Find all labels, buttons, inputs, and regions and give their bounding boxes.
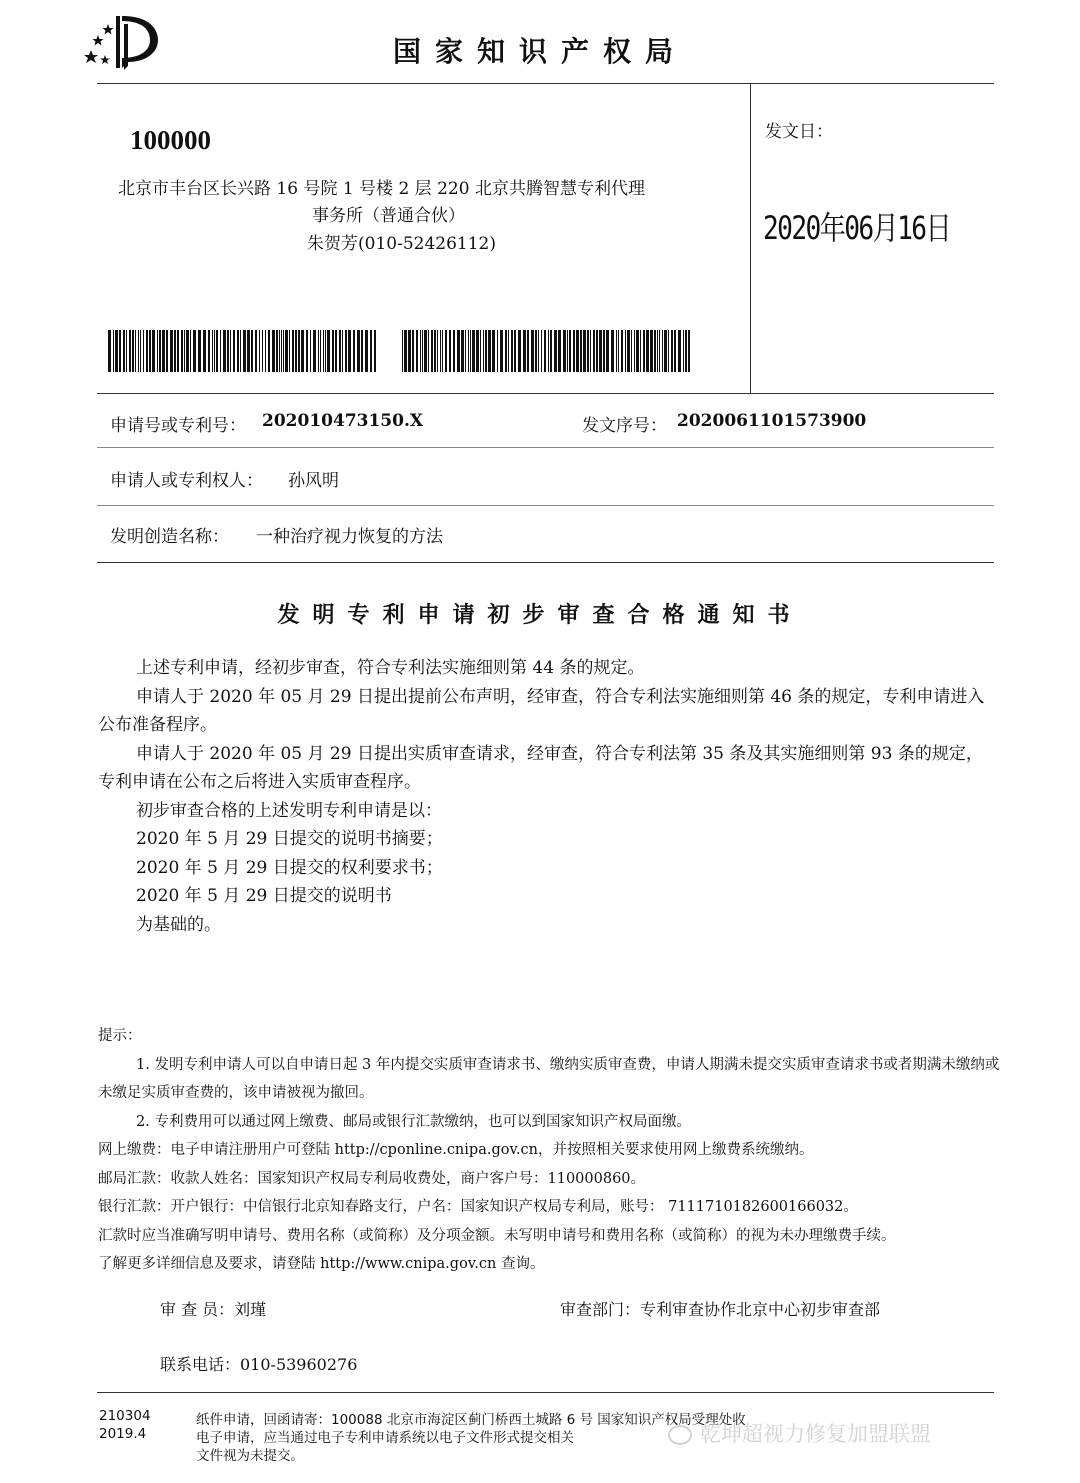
recipient-address-line2: 事务所（普通合伙） — [312, 206, 465, 226]
invention-label: 发明创造名称： — [110, 527, 229, 547]
postcode: 100000 — [130, 125, 211, 155]
electronic-submission-note-cont: 文件视为未提交。 — [196, 1448, 304, 1464]
basis-item: 2020 年 5 月 29 日提交的说明书摘要； — [136, 829, 443, 849]
watermark-text: 乾坤超视力修复加盟联盟 — [700, 1422, 931, 1446]
field-divider-1 — [97, 447, 994, 448]
fields-bottom-divider — [97, 562, 994, 563]
applicant-value: 孙风明 — [288, 471, 339, 491]
serial-value: 2020061101573900 — [677, 411, 867, 431]
applicant-label: 申请人或专利权人： — [110, 471, 263, 491]
electronic-submission-note: 电子申请，应当通过电子专利申请系统以电子文件形式提交相关 — [196, 1430, 574, 1446]
form-version: 2019.4 — [99, 1426, 147, 1442]
barcode-right — [402, 330, 692, 372]
notice-paragraph: 为基础的。 — [136, 914, 221, 935]
office-name: 国家知识产权局 — [392, 35, 687, 68]
tip-item: 网上缴费：电子申请注册用户可登陆 http://cponline.cnipa.gov.cn，并按照相关要求使用网上缴费系统缴纳。 — [98, 1142, 814, 1158]
paper-submission-note: 纸件申请，回函请寄：100088 北京市海淀区蓟门桥西土城路 6 号 国家知识产权局受理处收 — [196, 1412, 746, 1428]
notice-paragraph: 申请人于 2020 年 05 月 29 日提出实质审查请求，经审查，符合专利法第 35 条及其实施细则第 93 条的规定，专利申请在公布之后将进入实质审查程序。 — [98, 743, 983, 792]
tip-item: 2. 专利费用可以通过网上缴费、邮局或银行汇款缴纳，也可以到国家知识产权局面缴。 — [136, 1113, 691, 1130]
examination-department: 审查部门：专利审查协作北京中心初步审查部 — [560, 1300, 881, 1319]
tip-item: 汇款时应当准确写明申请号、费用名称（或简称）及分项金额。未写明申请号和费用名称（或简称）的视为未办理缴费手续。 — [98, 1227, 896, 1244]
basis-item: 2020 年 5 月 29 日提交的权利要求书； — [136, 857, 443, 878]
tips-heading: 提示： — [98, 1028, 142, 1044]
field-divider-2 — [97, 505, 994, 506]
tip-item: 了解更多详细信息及要求，请登陆 http://www.cnipa.gov.cn 查询。 — [98, 1256, 545, 1272]
notice-paragraph: 上述专利申请，经初步审查，符合专利法实施细则第 44 条的规定。 — [136, 658, 645, 678]
tips-section — [98, 1022, 1008, 1279]
recipient-address-line1: 北京市丰台区长兴路 16 号院 1 号楼 2 层 220 北京共腾智慧专利代理 — [118, 179, 645, 199]
contact-phone: 联系电话：010-53960276 — [160, 1355, 358, 1374]
header-divider — [97, 83, 994, 84]
recipient-contact: 朱贺芳(010-52426112) — [307, 234, 496, 254]
basis-item: 2020 年 5 月 29 日提交的说明书 — [136, 886, 392, 906]
serial-label: 发文序号： — [582, 416, 667, 436]
notice-body — [98, 654, 998, 939]
tip-item: 银行汇款：开户银行：中信银行北京知春路支行，户名：国家知识产权局专利局，账号： 7111710182600166032。 — [98, 1199, 858, 1215]
footer-divider — [97, 1392, 994, 1393]
wechat-icon — [668, 1425, 692, 1445]
notice-paragraph: 初步审查合格的上述发明专利申请是以： — [136, 800, 442, 821]
notice-paragraph: 申请人于 2020 年 05 月 29 日提出提前公布声明，经审查，符合专利法实施细则第 46 条的规定，专利申请进入公布准备程序。 — [98, 686, 985, 735]
tip-item: 邮局汇款：收款人姓名：国家知识产权局专利局收费处，商户客户号：110000860。 — [98, 1170, 646, 1187]
app-no-label: 申请号或专利号： — [110, 416, 246, 436]
wechat-watermark — [668, 1418, 931, 1448]
form-code: 210304 — [99, 1408, 151, 1424]
dispatch-date-label: 发文日： — [765, 122, 833, 142]
tip-item: 1. 发明专利申请人可以自申请日起 3 年内提交实质审查请求书、缴纳实质审查费，申请人期满未提交实质审查请求书或者期满未缴纳或未缴足实质审查费的，该申请被视为撤回。 — [98, 1056, 1000, 1101]
examiner: 审 查 员：刘瑾 — [160, 1300, 267, 1319]
barcode-left — [108, 330, 378, 372]
fields-top-divider — [97, 393, 994, 394]
notice-title: 发明专利申请初步审查合格通知书 — [277, 603, 803, 628]
invention-value: 一种治疗视力恢复的方法 — [256, 527, 443, 547]
dispatch-date: 2020年06月16日 — [763, 209, 951, 247]
date-column-divider — [750, 83, 751, 393]
app-no-value: 202010473150.X — [262, 411, 424, 431]
